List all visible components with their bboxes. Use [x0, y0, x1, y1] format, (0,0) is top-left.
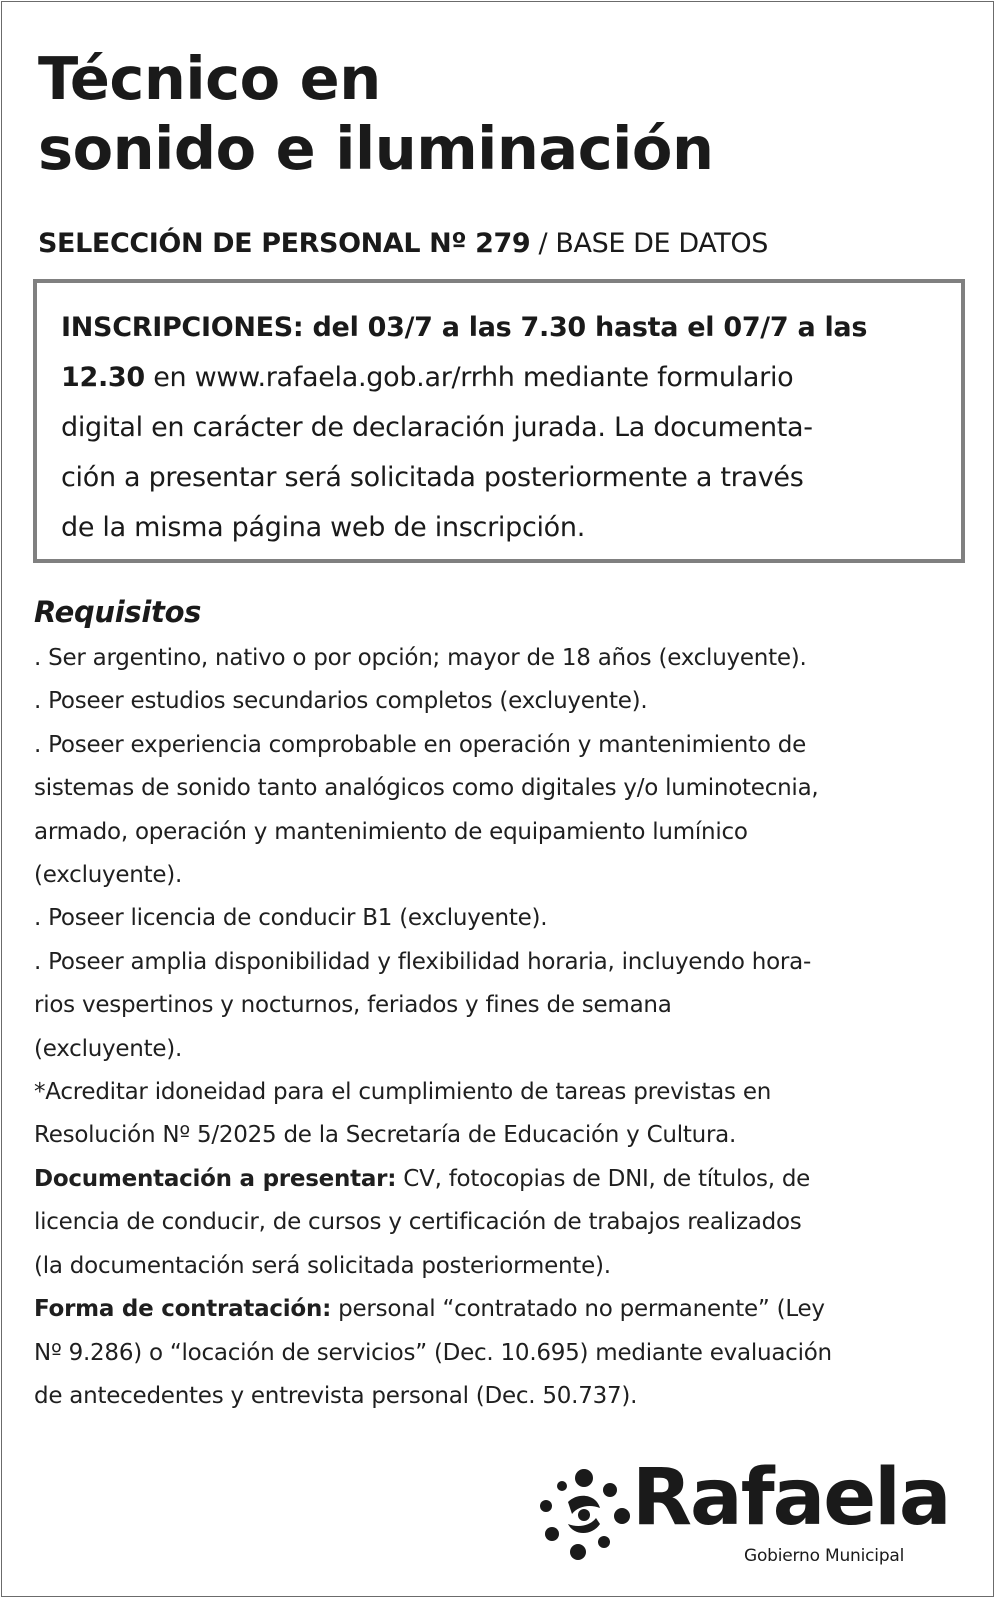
contratacion-line-3: de antecedentes y entrevista personal (Dec. 50.737). — [34, 1382, 638, 1409]
requisito-line: (excluyente). — [34, 862, 183, 889]
requisito-line: rios vespertinos y nocturnos, feriados y fines de semana — [34, 992, 672, 1019]
documentacion-line-2: licencia de conducir, de cursos y certificación de trabajos realizados — [34, 1209, 802, 1236]
inscripciones-end-time: 12.30 — [61, 362, 145, 393]
title-line-2: sonido e iluminación — [38, 114, 714, 183]
title-line-1: Técnico en — [38, 44, 381, 113]
contratacion-label: Forma de contratación: — [34, 1296, 332, 1323]
requisito-line: . Poseer licencia de conducir B1 (excluyente). — [34, 905, 548, 932]
requisito-line: armado, operación y mantenimiento de equipamiento lumínico — [34, 818, 748, 845]
documentacion-line-3: (la documentación será solicitada posteriormente). — [34, 1252, 611, 1279]
rafaela-emblem-icon — [538, 1468, 630, 1560]
documentacion-line-1 — [34, 1158, 974, 1201]
page-title — [38, 44, 713, 184]
gobierno-municipal-label: Gobierno Municipal — [744, 1546, 905, 1566]
inscripciones-text — [61, 303, 941, 553]
inscripciones-url-text: en www.rafaela.gob.ar/rrhh mediante formulario — [144, 362, 794, 393]
requisito-line: sistemas de sonido tanto analógicos como digitales y/o luminotecnia, — [34, 775, 819, 802]
inscripciones-line-4: ción a presentar será solicitada posteriormente a través — [61, 462, 804, 493]
requisitos-heading: Requisitos — [34, 595, 202, 629]
inscripciones-line-3: digital en carácter de declaración jurada. La documenta- — [61, 412, 813, 443]
selection-type: / BASE DE DATOS — [530, 228, 768, 259]
requisito-line: . Poseer amplia disponibilidad y flexibilidad horaria, incluyendo hora- — [34, 948, 812, 975]
inscripciones-box — [33, 279, 965, 563]
inscripciones-dates: INSCRIPCIONES: del 03/7 a las 7.30 hasta el 07/7 a las — [61, 312, 868, 343]
rafaela-logo — [538, 1453, 950, 1572]
requisito-line: . Ser argentino, nativo o por opción; mayor de 18 años (excluyente). — [34, 645, 807, 671]
contratacion-text: personal “contratado no permanente” (Ley — [331, 1296, 825, 1323]
requisitos-body — [34, 637, 974, 1418]
requisito-line: *Acreditar idoneidad para el cumplimiento de tareas previstas en — [34, 1079, 772, 1106]
requisito-line: (excluyente). — [34, 1035, 183, 1062]
documentacion-text: CV, fotocopias de DNI, de títulos, de — [396, 1165, 811, 1192]
rafaela-wordmark: Rafaela — [632, 1453, 950, 1543]
selection-subtitle — [38, 222, 768, 266]
requisito-line: . Poseer estudios secundarios completos (excluyente). — [34, 688, 648, 715]
contratacion-line-2: Nº 9.286) o “locación de servicios” (Dec. 10.695) mediante evaluación — [34, 1339, 832, 1366]
inscripciones-line-1 — [61, 303, 941, 353]
inscripciones-line-5: de la misma página web de inscripción. — [61, 512, 585, 543]
requisito-line: . Poseer experiencia comprobable en operación y mantenimiento de — [34, 731, 807, 758]
inscripciones-line-2 — [61, 353, 941, 403]
selection-number: SELECCIÓN DE PERSONAL Nº 279 — [38, 228, 531, 259]
contratacion-line-1 — [34, 1288, 974, 1331]
requisito-line: Resolución Nº 5/2025 de la Secretaría de Educación y Cultura. — [34, 1122, 737, 1149]
documentacion-label: Documentación a presentar: — [34, 1165, 397, 1192]
